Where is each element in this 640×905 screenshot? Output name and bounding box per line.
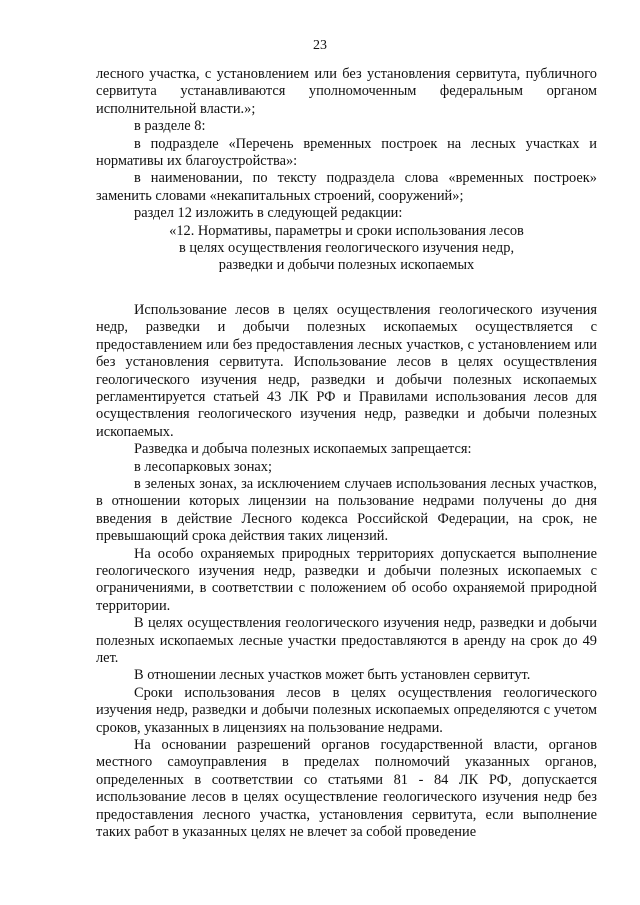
paragraph-permits: На основании разрешений органов государственной власти, органов местного самоуправления в пределах полномочий указанных органов, определенных в соответствии со статьями 81 - 84 ЛК РФ, допускается использование лесов в целях осуществление геологического изучения недр без предоставления лесного участка, установления сервитута, если выполнение таких работ в указанных целях не влечет за собой проведение — [96, 737, 597, 841]
paragraph-section-12: раздел 12 изложить в следующей редакции: — [134, 205, 403, 222]
paragraph-prohibition: Разведка и добыча полезных ископаемых запрещается: — [134, 441, 472, 458]
section-heading-line-1: «12. Нормативы, параметры и сроки использования лесов — [169, 222, 524, 239]
page-number: 23 — [313, 38, 327, 53]
heading-spacer — [96, 275, 597, 302]
paragraph-subsection: в подразделе «Перечень временных построек на лесных участках и нормативы их благоустройства»: — [96, 135, 597, 170]
paragraph-section-8: в разделе 8: — [134, 118, 206, 135]
paragraph-usage-terms: Сроки использования лесов в целях осуществления геологического изучения недр, разведки и добычи полезных ископаемых определяются с учетом сроков, указанных в лицензиях на пользование недрами. — [96, 684, 597, 736]
paragraph-servitude: В отношении лесных участков может быть установлен сервитут. — [134, 667, 531, 684]
paragraph-forest-park-zones: в лесопарковых зонах; — [134, 458, 272, 475]
paragraph-protected-areas: На особо охраняемых природных территориях допускается выполнение геологического изучения недр, разведки и добычи полезных ископаемых с ограничениями, в соответствии с положением об особо охраняемой природной территории. — [96, 545, 597, 614]
paragraph-rename: в наименовании, по тексту подраздела слова «временных построек» заменить словами «некапитальных строений, сооружений»; — [96, 170, 597, 204]
document-body — [96, 66, 597, 841]
paragraph-lease-term: В целях осуществления геологического изучения недр, разведки и добычи полезных ископаемых лесные участки предоставляются в аренду на срок до 49 лет. — [96, 615, 597, 666]
paragraph-continuation: лесного участка, с установлением или без установления сервитута, публичного сервитута устанавливаются уполномоченным федеральным органом исполнительной власти.»; — [96, 66, 597, 117]
paragraph-forest-use: Использование лесов в целях осуществления геологического изучения недр, разведки и добычи полезных ископаемых осуществляется с предоставлением или без предоставления лесных участков, с установлением или без установления сервитута. Использование лесов в целях осуществления геологического изучения недр, разведки и добычи полезных ископаемых регламентируется статьей 43 ЛК РФ и Правилами использования лесов для осуществления геологического изучения недр, разведки и добычи полезных ископаемых. — [96, 301, 597, 440]
section-heading-line-3: разведки и добычи полезных ископаемых — [218, 257, 475, 274]
paragraph-green-zones: в зеленых зонах, за исключением случаев использования лесных участков, в отношении которых лицензии на пользование недрами получены до дня введения в действие Лесного кодекса Российской Федерации, на срок, не превышающий срока действия таких лицензий. — [96, 475, 597, 545]
section-heading-line-2: в целях осуществления геологического изучения недр, — [178, 240, 515, 257]
